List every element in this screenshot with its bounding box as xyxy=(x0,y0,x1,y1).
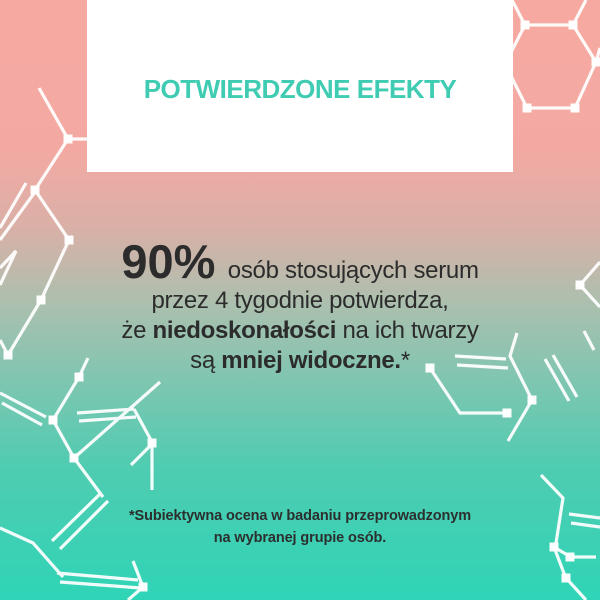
claim-text xyxy=(0,235,600,376)
header-banner xyxy=(87,0,513,172)
claim-line-2: przez 4 tygodnie potwierdza, xyxy=(151,287,449,314)
footnote-line-1: *Subiektywna ocena w badaniu przeprowadzonym xyxy=(128,508,472,524)
claim-line-3-post: na ich twarzy xyxy=(336,317,479,344)
claim-line-4-pre: są xyxy=(190,347,222,374)
claim-line-4-bold: mniej widoczne. xyxy=(221,347,401,374)
molecule-top-right-icon xyxy=(505,0,600,113)
claim-line-1-text: osób stosujących serum xyxy=(221,257,479,284)
stat-value: 90% xyxy=(121,235,216,288)
banner-title: POTWIERDZONE EFEKTY xyxy=(143,73,457,104)
claim-line-3 xyxy=(0,316,600,346)
claim-line-3-bold: niedoskonałości xyxy=(152,317,337,344)
claim-line-1 xyxy=(0,235,600,288)
footnote xyxy=(0,506,600,549)
claim-line-3-pre: że xyxy=(121,317,153,344)
claim-line-4 xyxy=(0,346,600,376)
claim-line-4-asterisk: * xyxy=(400,347,410,374)
footnote-line-2: na wybranej grupie osób. xyxy=(213,529,387,546)
